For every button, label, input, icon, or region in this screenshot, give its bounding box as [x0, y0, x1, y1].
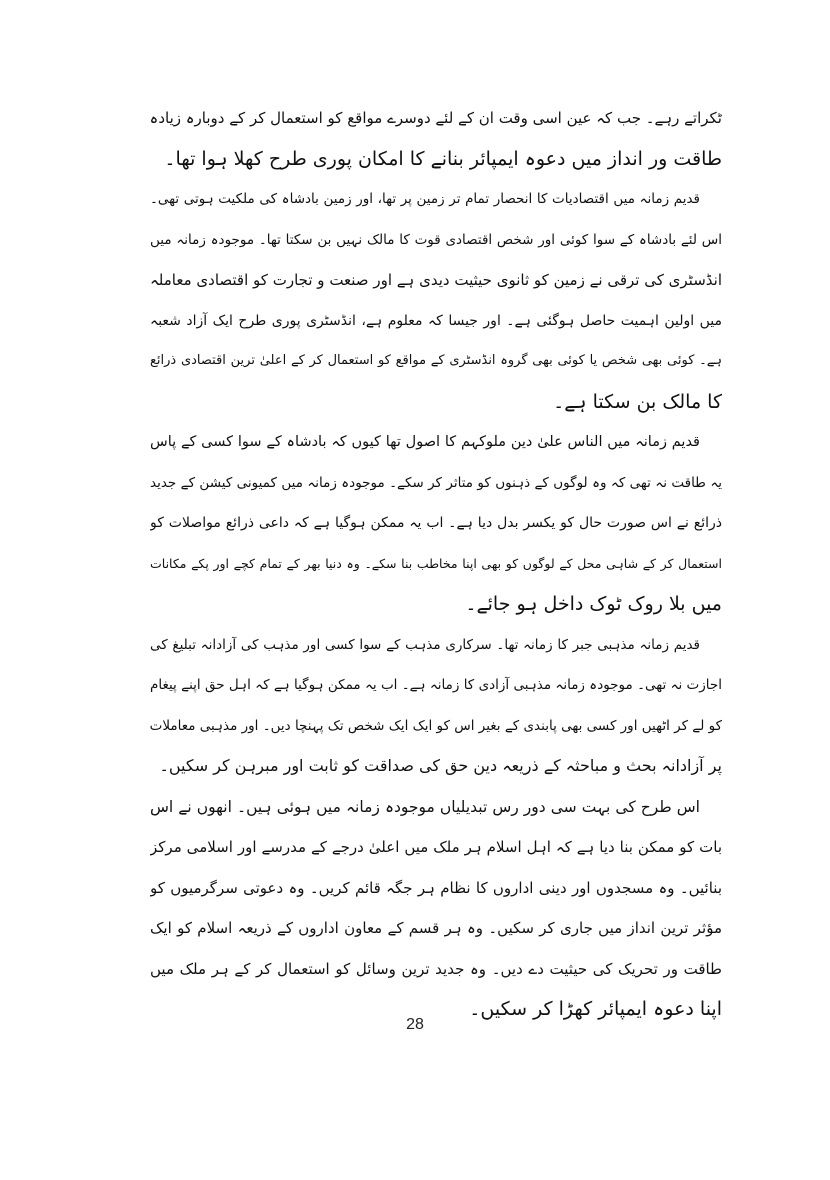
- text-line: ذرائع نے اس صورت حال کو یکسر بدل دیا ہے۔ اب یہ ممکن ہوگیا ہے کہ داعی ذرائع مواصلات کو: [150, 515, 722, 531]
- text-line: استعمال کر کے شاہی محل کے لوگوں کو بھی اپنا مخاطب بنا سکے۔ وہ دنیا بھر کے تمام کچے اور پکے مکانات: [150, 555, 722, 571]
- text-line: ہے۔ کوئی بھی شخص یا کوئی بھی گروہ انڈسٹری کے مواقع کو استعمال کر کے اعلیٰ ترین اقتصادی ذرائع: [150, 353, 722, 368]
- text-line: مؤثر ترین انداز میں جاری کر سکیں۔ وہ ہر قسم کے معاون اداروں کے ذریعہ اسلام کو ایک: [150, 919, 722, 937]
- text-line: میں اولین اہمیت حاصل ہوگئی ہے۔ اور جیسا کہ معلوم ہے، انڈسٹری پوری طرح ایک آزاد شعبہ: [150, 312, 722, 329]
- page-number: 28: [406, 1016, 424, 1033]
- paragraph-4: [150, 625, 722, 787]
- text-line: کو لے کر اٹھیں اور کسی بھی پابندی کے بغیر اس کو ایک ایک شخص تک پہنچا دیں۔ اور مذہبی معاملات: [150, 717, 722, 734]
- paragraph-3: [150, 422, 722, 625]
- text-line: قدیم زمانہ میں الناس علیٰ دین ملوکہم کا اصول تھا کیوں کہ بادشاہ کے سوا کسی کے پاس: [150, 434, 700, 450]
- text-line: طاقت ور تحریک کی حیثیت دے دیں۔ وہ جدید ترین وسائل کو استعمال کر کے ہر ملک میں: [150, 959, 722, 978]
- text-line: بات کو ممکن بنا دیا ہے کہ اہل اسلام ہر ملک میں اعلیٰ درجے کے مدرسے اور اسلامی مرکز: [150, 838, 722, 856]
- text-line: اس طرح کی بہت سی دور رس تبدیلیاں موجودہ زمانہ میں ہوئی ہیں۔ انھوں نے اس: [150, 797, 700, 816]
- text-line: میں بلا روک ٹوک داخل ہو جائے۔: [465, 593, 722, 615]
- text-line: کا مالک بن سکتا ہے۔: [553, 390, 722, 413]
- text-line: یہ طاقت نہ تھی کہ وہ لوگوں کے ذہنوں کو متاثر کر سکے۔ موجودہ زمانہ میں کمیونی کیشن کے جدید: [150, 474, 722, 491]
- text-line: ٹکراتے رہے۔ جب کہ عین اسی وقت ان کے لئے دوسرے مواقع کو استعمال کر کے دوبارہ زیادہ: [150, 109, 722, 127]
- text-line: اپنا دعوہ ایمپائر کھڑا کر سکیں۔: [469, 998, 722, 1020]
- text-line: اس لئے بادشاہ کے سوا کوئی اور شخص اقتصادی قوت کا مالک نہیں بن سکتا تھا۔ موجودہ زمانہ میں: [150, 231, 722, 248]
- text-line: قدیم زمانہ میں اقتصادیات کا انحصار تمام تر زمین پر تھا، اور زمین بادشاہ کی ملکیت ہوتی تھی۔: [150, 191, 700, 207]
- text-line: پر آزادانہ بحث و مباحثہ کے ذریعہ دین حق کی صداقت کو ثابت اور مبرہن کر سکیں۔: [159, 756, 722, 775]
- page-body-text: [150, 98, 722, 1030]
- text-line: قدیم زمانہ مذہبی جبر کا زمانہ تھا۔ سرکاری مذہب کے سوا کسی اور مذہب کی آزادانہ تبلیغ کی: [150, 636, 700, 653]
- paragraph-5: [150, 787, 722, 1030]
- text-line: انڈسٹری کی ترقی نے زمین کو ثانوی حیثیت دیدی ہے اور صنعت و تجارت کو اقتصادی معاملہ: [150, 271, 722, 289]
- text-line: طاقت ور انداز میں دعوہ ایمپائر بنانے کا امکان پوری طرح کھلا ہوا تھا۔: [164, 147, 722, 170]
- text-line: بنائیں۔ وہ مسجدوں اور دینی اداروں کا نظام ہر جگہ قائم کریں۔ وہ دعوتی سرگرمیوں کو: [150, 878, 722, 897]
- text-line: اجازت نہ تھی۔ موجودہ زمانہ مذہبی آزادی کا زمانہ ہے۔ اب یہ ممکن ہوگیا ہے کہ اہل حق اپنے پیغام: [150, 677, 722, 693]
- paragraph-1: [150, 98, 722, 179]
- paragraph-2: [150, 179, 722, 422]
